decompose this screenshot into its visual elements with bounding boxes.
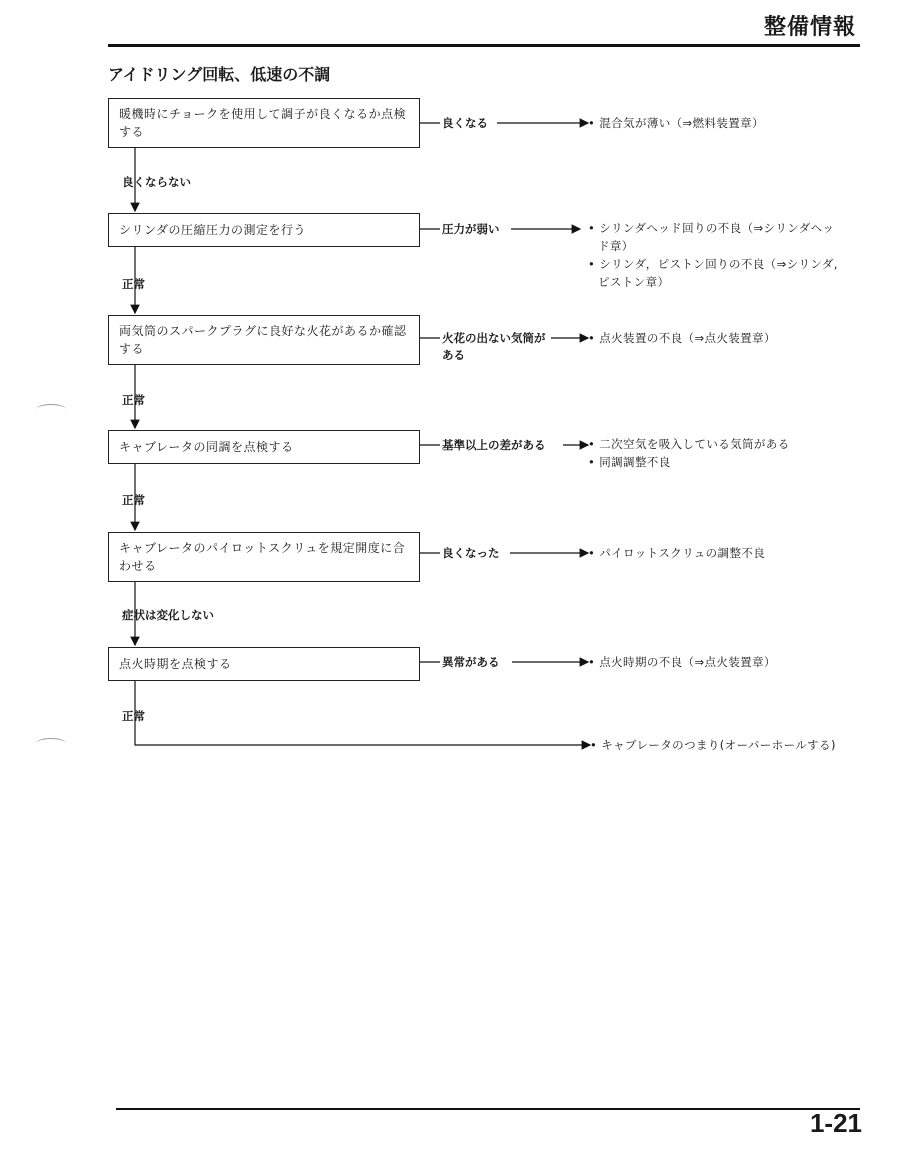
result-text: • 混合気が薄い（⇒燃料装置章）	[588, 116, 764, 130]
connector-final	[135, 681, 590, 745]
next-label-4: 正常	[122, 493, 145, 507]
result-text: • 同調調整不良	[588, 455, 671, 469]
result-group-3	[588, 329, 776, 347]
final-result	[590, 736, 836, 754]
result-text: • キャブレータのつまり(オーバーホールする)	[590, 738, 836, 752]
result-group-4	[588, 435, 790, 471]
branch-label-1: 良くなる	[442, 116, 488, 130]
branch-label-4: 基準以上の差がある	[442, 438, 546, 452]
result-group-1	[588, 114, 764, 132]
branch-label-3: 火花の出ない気筒がある	[442, 331, 546, 362]
result-text: • 点火時期の不良（⇒点火装置章）	[588, 655, 776, 669]
result-text: • シリンダヘッド回りの不良（⇒シリンダヘッ	[588, 221, 835, 235]
section-title: アイドリング回転、低速の不調	[108, 65, 331, 84]
step-box-6: 点火時期を点検する	[108, 647, 420, 681]
result-group-5	[588, 544, 765, 562]
step-box-1: 暖機時にチョークを使用して調子が良くなるか点検する	[108, 98, 420, 148]
header-title: 整備情報	[763, 15, 856, 40]
next-label-3: 正常	[122, 393, 145, 407]
result-text: • 二次空気を吸入している気筒がある	[588, 437, 790, 451]
branch-label-2: 圧力が弱い	[442, 222, 500, 236]
step-box-4: キャブレータの同調を点検する	[108, 430, 420, 464]
next-label-2: 正常	[122, 277, 145, 291]
footer-rule	[116, 1108, 860, 1110]
step-box-2: シリンダの圧縮圧力の測定を行う	[108, 213, 420, 247]
page-number: 1-21	[809, 1108, 862, 1138]
next-label-1: 良くならない	[122, 175, 191, 189]
result-group-2	[588, 219, 838, 291]
scan-mark	[36, 404, 66, 415]
step-box-3: 両気筒のスパークプラグに良好な火花があるか確認する	[108, 315, 420, 365]
next-label-5: 症状は変化しない	[122, 608, 214, 622]
result-text: • 点火装置の不良（⇒点火装置章）	[588, 331, 776, 345]
branch-label-5: 良くなった	[442, 546, 500, 560]
branch-label-6: 異常がある	[442, 655, 500, 669]
result-text: • パイロットスクリュの調整不良	[588, 546, 766, 560]
step-box-5: キャブレータのパイロットスクリュを規定開度に合わせる	[108, 532, 420, 582]
result-text: • シリンダ，ピストン回りの不良（⇒シリンダ,	[588, 257, 838, 271]
result-group-6	[588, 653, 776, 671]
scan-mark	[36, 738, 66, 749]
next-label-6: 正常	[122, 709, 145, 723]
result-text: ド章）	[598, 239, 634, 253]
result-text: ピストン章）	[598, 275, 670, 289]
